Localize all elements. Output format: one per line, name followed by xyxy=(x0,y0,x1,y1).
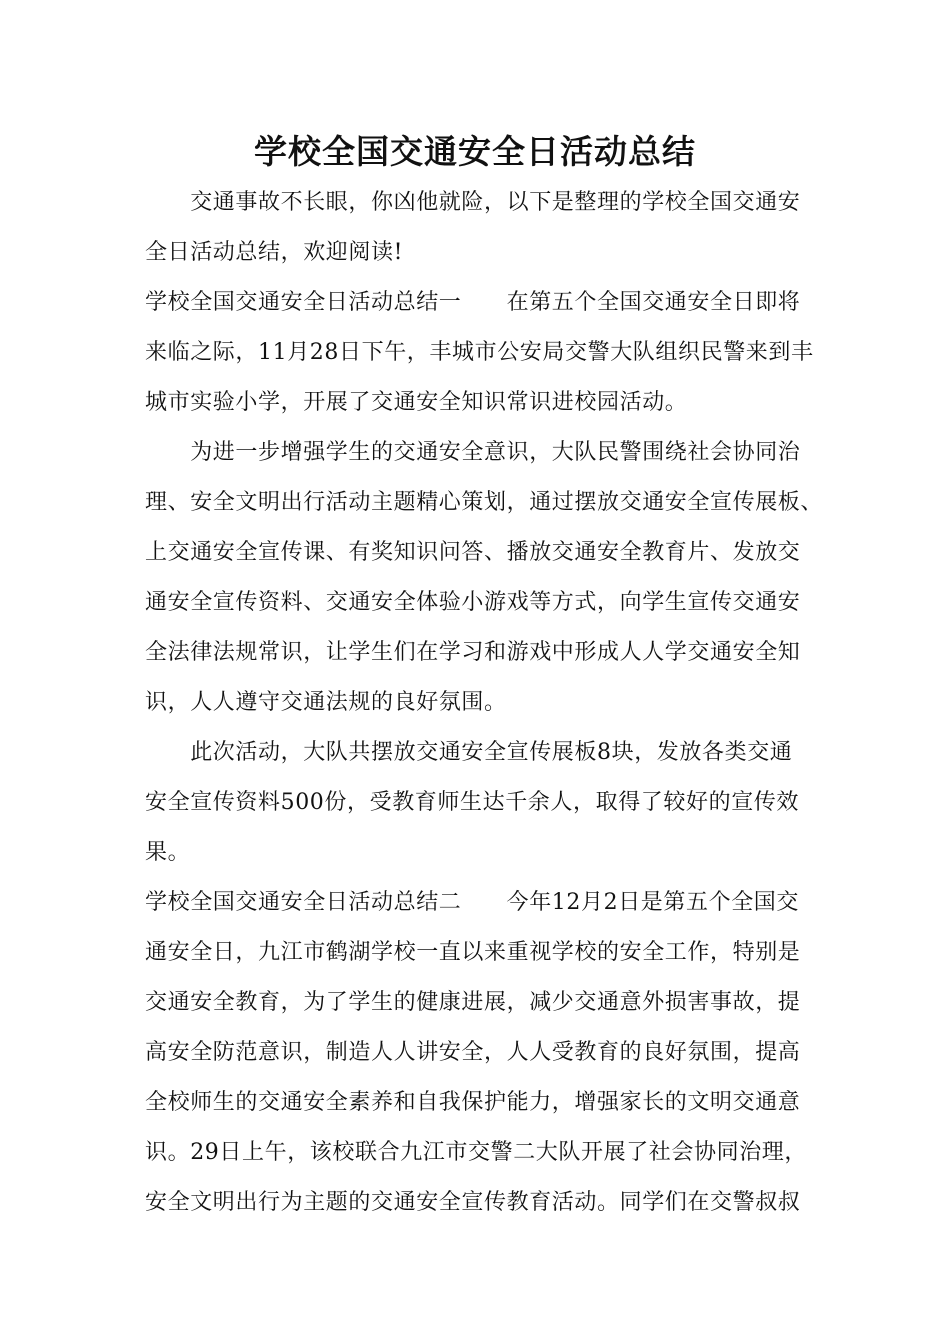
text-line: 通安全宣传资料、交通安全体验小游戏等方式，向学生宣传交通安 xyxy=(145,590,801,615)
text-line: 全校师生的交通安全素养和自我保护能力，增强家长的文明交通意 xyxy=(145,1090,801,1115)
text-line: 为进一步增强学生的交通安全意识，大队民警围绕社会协同治 xyxy=(145,440,801,465)
text-line: 来临之际，11月28日下午，丰城市公安局交警大队组织民警来到丰 xyxy=(145,340,814,365)
text-line: 全法律法规常识，让学生们在学习和游戏中形成人人学交通安全知 xyxy=(145,640,801,665)
text-line: 识。29日上午，该校联合九江市交警二大队开展了社会协同治理， xyxy=(145,1140,807,1165)
text-line: 通安全日，九江市鹤湖学校一直以来重视学校的安全工作，特别是 xyxy=(145,940,801,965)
text-line: 果。 xyxy=(145,840,191,865)
text-line: 识，人人遵守交通法规的良好氛围。 xyxy=(145,690,507,715)
text-line: 安全文明出行为主题的交通安全宣传教育活动。同学们在交警叔叔 xyxy=(145,1190,801,1215)
text-line: 安全宣传资料500份，受教育师生达千余人，取得了较好的宣传效 xyxy=(145,790,799,815)
text-line: 学校全国交通安全日活动总结一 在第五个全国交通安全日即将 xyxy=(145,290,801,315)
text-line: 上交通安全宣传课、有奖知识问答、播放交通安全教育片、发放交 xyxy=(145,540,801,565)
text-line: 高安全防范意识，制造人人讲安全，人人受教育的良好氛围，提高 xyxy=(145,1040,801,1065)
text-line: 全日活动总结，欢迎阅读! xyxy=(145,240,404,265)
document-body xyxy=(145,178,824,1228)
text-line: 城市实验小学，开展了交通安全知识常识进校园活动。 xyxy=(145,390,688,415)
document-title: 学校全国交通安全日活动总结 xyxy=(254,132,696,171)
text-line: 交通安全教育，为了学生的健康进展，减少交通意外损害事故，提 xyxy=(145,990,801,1015)
text-line: 交通事故不长眼，你凶他就险，以下是整理的学校全国交通安 xyxy=(145,190,801,215)
text-line: 学校全国交通安全日活动总结二 今年12月2日是第五个全国交 xyxy=(145,890,799,915)
text-line: 理、安全文明出行活动主题精心策划，通过摆放交通安全宣传展板、 xyxy=(145,490,824,515)
text-line: 此次活动，大队共摆放交通安全宣传展板8块，发放各类交通 xyxy=(145,740,793,765)
